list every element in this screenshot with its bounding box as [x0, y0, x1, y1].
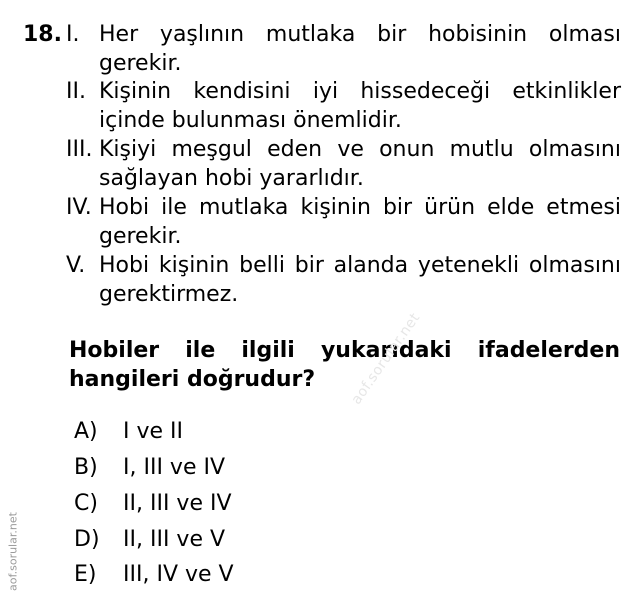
side-watermark: aof.sorular.net — [6, 512, 20, 591]
option-letter: D) — [74, 527, 100, 552]
option-a[interactable] — [74, 417, 183, 447]
statement-text: Kişinin kendisini iyi hissedeceği etkinlikler içinde bulunması önemlidir. — [99, 79, 621, 133]
option-letter: B) — [74, 455, 98, 480]
statement-2 — [66, 77, 621, 135]
option-letter: A) — [74, 419, 98, 444]
statement-3 — [66, 135, 621, 193]
statement-numeral: II. — [66, 79, 86, 104]
question-number: 18. — [23, 22, 62, 47]
statement-5 — [66, 251, 621, 309]
option-text: II, III ve V — [123, 527, 226, 552]
diagonal-watermark: aof.sorular.net — [348, 310, 424, 408]
statement-text: Kişiyi meşgul eden ve onun mutlu olmasını sağlayan hobi yararlıdır. — [99, 137, 621, 191]
option-text: I ve II — [123, 419, 184, 444]
statement-numeral: I. — [66, 22, 80, 47]
option-b[interactable] — [74, 453, 225, 483]
option-e[interactable] — [74, 560, 234, 590]
statement-text: Her yaşlının mutlaka bir hobisinin olması gerekir. — [99, 22, 621, 76]
statement-numeral: IV. — [66, 195, 92, 220]
option-text: I, III ve IV — [123, 455, 226, 480]
option-letter: E) — [74, 562, 97, 587]
statement-numeral: V. — [66, 253, 86, 278]
question-prompt: Hobiler ile ilgili yukarıdaki ifadelerden hangileri doğrudur? — [69, 338, 620, 392]
statement-1 — [66, 20, 621, 78]
statement-numeral: III. — [66, 137, 93, 162]
statement-text: Hobi ile mutlaka kişinin bir ürün elde etmesi gerekir. — [99, 195, 621, 249]
option-text: III, IV ve V — [123, 562, 234, 587]
option-letter: C) — [74, 491, 98, 516]
statement-4 — [66, 193, 621, 251]
statement-text: Hobi kişinin belli bir alanda yetenekli olmasını gerektirmez. — [99, 253, 621, 307]
option-d[interactable] — [74, 525, 225, 555]
option-c[interactable] — [74, 489, 232, 519]
option-text: II, III ve IV — [123, 491, 232, 516]
